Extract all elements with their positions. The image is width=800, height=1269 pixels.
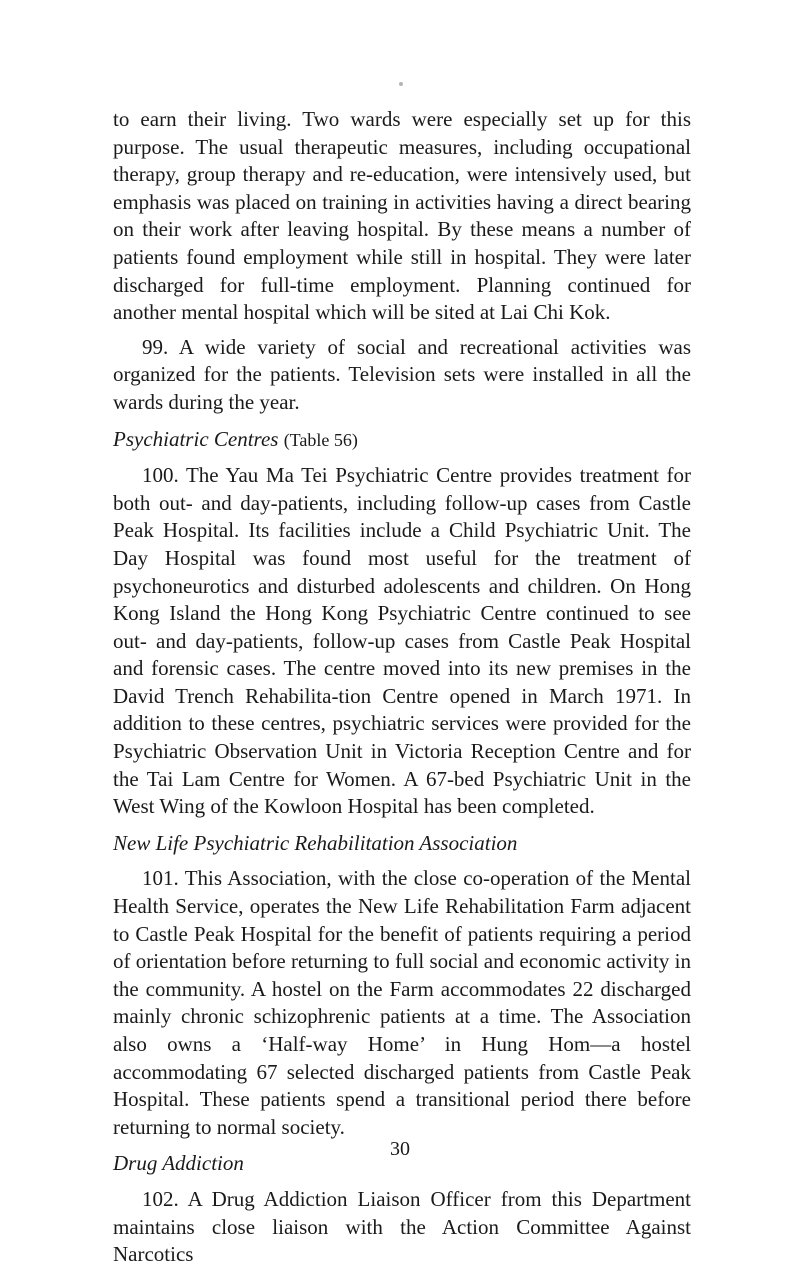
heading-title: Psychiatric Centres xyxy=(113,426,279,451)
section-heading-psychiatric-centres xyxy=(113,426,691,455)
document-page xyxy=(113,106,691,1269)
heading-title: New Life Psychiatric Rehabilitation Association xyxy=(113,830,518,855)
page-number: 30 xyxy=(390,1138,410,1160)
paragraph-100: 100. The Yau Ma Tei Psychiatric Centre provides treatment for both out- and day-patients, including follow-up cases from Castle Peak Hospital. Its facilities include a Child Psychiatric Unit. The Day Hospital was found most useful for the treatment of psychoneurotics and disturbed adolescents and children. On Hong Kong Island the Hong Kong Psychiatric Centre continued to see out- and day-patients, follow-up cases from Castle Peak Hospital and forensic cases. The centre moved into its new premises in the David Trench Rehabilita-tion Centre opened in March 1971. In addition to these centres, psychiatric services were provided for the Psychiatric Observation Unit in Victoria Reception Centre and for the Tai Lam Centre for Women. A 67-bed Psychiatric Unit in the West Wing of the Kowloon Hospital has been completed. xyxy=(113,463,691,819)
paragraph-continuation: to earn their living. Two wards were especially set up for this purpose. The usual therapeutic measures, including occupational therapy, group therapy and re-education, were intensively used, but emphasis was placed on training in activities having a direct bearing on their work after leaving hospital. By these means a number of patients found employment while still in hospital. They were later discharged for full-time employment. Planning continued for another mental hospital which will be sited at Lai Chi Kok. xyxy=(113,107,691,325)
section-heading-new-life xyxy=(113,830,691,858)
paragraph-99: 99. A wide variety of social and recreational activities was organized for the patients. Television sets were installed in all the wards during the year. xyxy=(113,334,691,414)
paragraph-102: 102. A Drug Addiction Liaison Officer from this Department maintains close liaison with the Action Committee Against Narcotics xyxy=(113,1186,691,1267)
scan-speck xyxy=(399,82,403,86)
heading-title: Drug Addiction xyxy=(113,1151,244,1176)
paragraph-101: 101. This Association, with the close co-operation of the Mental Health Service, operates the New Life Rehabilitation Farm adjacent to Castle Peak Hospital for the benefit of patients requiring a period of orientation before returning to full social and economic activity in the community. A hostel on the Farm accommodates 22 discharged mainly chronic schizophrenic patients at a time. The Association also owns a ‘Half-way Home’ in Hung Hom—a hostel accommodating 67 selected discharged patients from Castle Peak Hospital. These patients spend a transitional period there before returning to normal society. xyxy=(113,866,691,1139)
heading-table-reference: (Table 56) xyxy=(283,429,358,450)
